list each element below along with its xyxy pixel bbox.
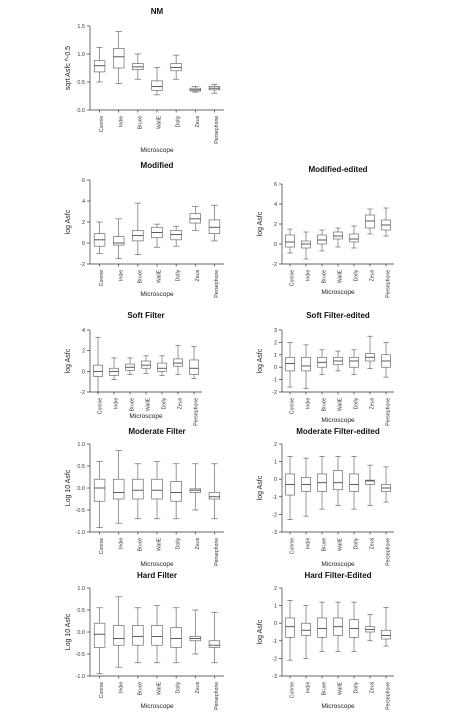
box-iqr [152,479,163,499]
box-indie [113,32,124,84]
box-connie [286,229,295,253]
x-category-label: Zeus [369,269,376,282]
box-persephone [382,208,391,236]
box-iqr [382,630,391,639]
y-tick-label: 2 [273,586,277,592]
x-category-label: WallE [337,537,344,552]
chart-panel-3 [257,165,394,298]
chart-panel-2 [65,161,224,298]
y-tick-label: 0 [273,365,277,372]
box-iqr [334,232,343,239]
x-category-label: Persephone [214,681,221,710]
box-walle [142,356,151,374]
box-walle [152,67,163,94]
y-tick-label: 0 [273,477,277,484]
box-iqr [113,479,124,499]
y-tick-label: 0 [273,242,277,248]
x-category-label: Indie [113,397,120,410]
x-category-label: WallE [156,681,163,696]
box-iqr [174,359,183,366]
box-iqr [350,357,359,367]
box-iqr [209,641,220,648]
x-category-label: Bruce [321,269,328,284]
box-zeus [190,610,201,654]
y-tick-label: 1.5 [77,24,85,30]
x-category-label: WallE [337,269,344,284]
x-category-label: Dolly [175,681,182,694]
box-connie [94,47,105,82]
box-iqr [302,623,311,635]
box-persephone [209,205,220,241]
box-iqr [132,625,143,645]
box-indie [113,451,124,524]
chart-panel-1 [65,7,224,154]
x-category-label: WallE [156,115,163,130]
x-category-label: Dolly [353,269,360,282]
box-dolly [171,608,182,663]
box-iqr [302,357,311,371]
x-axis-label: Microscope [140,561,174,568]
y-tick-label: -1.0 [75,674,85,680]
y-tick-label: 1.0 [77,442,85,448]
x-category-label: Zeus [369,397,376,410]
y-tick-label: 0 [81,241,85,247]
y-axis-label: sqrt Asfc ^-0.5 [65,45,72,91]
x-category-label: Connie [97,397,104,415]
y-axis-label: log Asfc [257,619,264,645]
x-category-label: Persephone [385,269,392,298]
y-tick-label: 1 [273,603,277,610]
y-tick-label: 1 [273,459,277,466]
box-iqr [350,474,359,492]
y-tick-label: 3 [273,328,277,334]
y-tick-label: -2 [272,512,277,519]
x-axis-label: Microscope [140,147,174,154]
y-tick-label: 2 [273,340,277,347]
box-bruce [318,230,327,251]
box-zeus [190,206,201,230]
y-tick-label: -1 [272,377,277,384]
box-zeus [366,614,375,640]
box-walle [152,224,163,247]
x-axis-label: Microscope [321,561,355,568]
box-dolly [350,602,359,651]
y-tick-label: 4 [81,199,85,205]
box-iqr [286,357,295,371]
box-iqr [94,623,105,647]
box-iqr [286,618,295,637]
box-iqr [209,220,220,234]
box-dolly [158,356,167,376]
x-category-label: Persephone [214,537,221,566]
x-category-label: Indie [305,681,312,694]
x-category-label: Connie [289,269,296,287]
x-category-label: WallE [156,537,163,552]
box-dolly [171,55,182,79]
x-category-label: Persephone [214,269,221,298]
box-iqr [132,479,143,499]
x-category-label: Bruce [137,537,144,552]
x-category-label: Dolly [161,397,168,410]
box-iqr [94,61,105,72]
box-iqr [350,234,359,242]
x-category-label: Connie [289,537,296,555]
box-iqr [142,361,151,368]
x-category-label: Indie [118,269,125,282]
chart-panel-4 [65,311,202,426]
x-category-label: Zeus [369,681,376,694]
y-tick-label: 0.5 [77,608,85,614]
x-category-label: Connie [289,681,296,699]
box-iqr [209,492,220,499]
box-connie [286,342,295,387]
x-axis-label: Microscope [129,413,163,420]
chart-title: Hard Filter [136,571,178,580]
box-persephone [209,612,220,663]
box-iqr [302,241,311,248]
y-axis-label: log Asfc [65,348,72,374]
x-category-label: Persephone [193,397,200,426]
box-dolly [171,464,182,519]
chart-title: Soft Filter [127,311,165,320]
chart-panel-6 [65,427,224,568]
y-tick-label: -1 [272,638,277,645]
chart-panel-9 [257,571,394,710]
chart-panel-7 [257,427,394,568]
y-tick-label: -3 [272,674,277,680]
box-persephone [382,467,391,502]
box-persephone [382,607,391,646]
x-category-label: Bruce [137,681,144,696]
x-category-label: Zeus [194,537,201,550]
box-connie [94,337,103,392]
x-category-label: Indie [305,269,312,282]
x-category-label: Connie [99,537,106,555]
box-bruce [126,358,135,375]
x-axis-label: Microscope [321,417,355,424]
box-indie [302,606,311,659]
y-axis-label: log Asfc [257,348,264,374]
box-walle [152,606,163,663]
y-tick-label: 4 [273,202,277,208]
box-iqr [94,365,103,376]
box-bruce [132,464,143,519]
x-axis-label: Microscope [321,289,355,296]
x-category-label: Dolly [175,115,182,128]
box-persephone [382,342,391,377]
y-tick-label: -2 [80,262,85,268]
box-dolly [350,350,359,375]
y-tick-label: 0 [81,369,85,376]
x-category-label: Persephone [385,681,392,710]
x-category-label: Persephone [214,115,221,144]
box-zeus [174,346,183,375]
chart-title: Moderate Filter [128,427,186,436]
y-tick-label: -2 [80,390,85,396]
box-iqr [113,237,124,245]
x-category-label: WallE [145,397,152,412]
x-category-label: Persephone [385,397,392,426]
x-category-label: Zeus [369,537,376,550]
box-iqr [113,625,124,645]
y-tick-label: 4 [81,328,85,334]
x-category-label: Dolly [353,681,360,694]
box-persephone [190,347,199,379]
y-tick-label: -1 [272,494,277,501]
box-iqr [152,81,163,91]
x-category-label: Persephone [385,537,392,566]
y-tick-label: -2 [272,656,277,663]
x-category-label: Connie [289,397,296,415]
box-iqr [113,48,124,68]
y-axis-label: log Asfc [257,211,264,237]
box-iqr [110,368,119,375]
y-tick-label: 2 [273,442,277,448]
x-category-label: WallE [337,681,344,696]
box-iqr [94,479,105,501]
box-bruce [318,456,327,509]
y-tick-label: 0 [273,621,277,628]
box-iqr [171,628,182,648]
box-connie [286,456,295,519]
x-category-label: Indie [118,115,125,128]
x-category-label: Indie [118,681,125,694]
y-tick-label: 1.0 [77,586,85,592]
x-category-label: Zeus [194,269,201,282]
box-indie [302,345,311,388]
x-category-label: Bruce [321,537,328,552]
x-category-label: Indie [305,397,312,410]
box-iqr [286,235,295,247]
box-connie [94,222,105,254]
box-iqr [190,214,201,223]
box-persephone [209,464,220,519]
y-tick-label: 6 [273,182,277,188]
chart-panel-5 [257,311,394,426]
box-persephone [209,84,220,93]
y-tick-label: -2 [272,390,277,396]
box-connie [94,462,105,528]
y-tick-label: -1.0 [75,530,85,536]
chart-title: Hard Filter-Edited [304,571,372,580]
x-category-label: Bruce [321,681,328,696]
box-zeus [366,209,375,234]
y-tick-label: 2 [81,220,85,226]
y-tick-label: 1 [273,352,277,359]
box-zeus [366,465,375,505]
y-tick-label: -3 [272,530,277,536]
x-category-label: Zeus [194,681,201,694]
chart-title: Modified-edited [308,165,368,174]
y-axis-label: Log 10 Asfc [65,613,72,651]
x-category-label: Indie [118,537,125,550]
box-iqr [190,360,199,374]
box-iqr [334,470,343,489]
chart-panel-8 [65,571,224,710]
box-walle [334,456,343,505]
box-zeus [190,86,201,92]
y-tick-label: -0.5 [75,508,85,514]
chart-title: Modified [140,161,174,170]
y-tick-label: 1.0 [77,52,85,58]
x-category-label: Zeus [194,115,201,128]
box-walle [334,351,343,371]
x-category-label: Bruce [321,397,328,412]
box-bruce [132,54,143,79]
box-walle [152,462,163,519]
box-indie [302,458,311,516]
x-category-label: Connie [99,115,106,133]
box-walle [334,602,343,651]
box-bruce [132,203,143,254]
x-category-label: WallE [156,269,163,284]
y-tick-label: 0.0 [77,630,85,636]
x-category-label: Indie [305,537,312,550]
box-connie [286,600,295,660]
y-axis-label: Log 10 Asfc [65,469,72,507]
chart-title: NM [150,7,164,16]
box-iqr [171,481,182,501]
box-indie [302,232,311,259]
box-dolly [350,226,359,248]
box-iqr [318,235,327,244]
x-category-label: Dolly [175,269,182,282]
x-category-label: Bruce [137,115,144,130]
box-zeus [366,336,375,368]
box-dolly [350,456,359,509]
y-tick-label: 6 [81,178,85,184]
box-bruce [318,602,327,651]
box-iqr [318,618,327,637]
box-iqr [152,625,163,645]
box-indie [113,219,124,259]
box-connie [94,608,105,674]
box-iqr [190,489,201,493]
y-tick-label: -2 [272,262,277,268]
y-tick-label: 0.5 [77,80,85,86]
x-category-label: Bruce [137,269,144,284]
y-tick-label: -0.5 [75,652,85,658]
box-iqr [171,230,182,239]
y-tick-label: 0.5 [77,464,85,470]
x-axis-label: Microscope [140,291,174,298]
x-category-label: Dolly [353,537,360,550]
chart-title: Soft Filter-edited [306,311,370,320]
x-category-label: WallE [337,397,344,412]
chart-title: Moderate Filter-edited [296,427,380,436]
x-axis-label: Microscope [140,703,174,710]
x-category-label: Dolly [175,537,182,550]
x-category-label: Dolly [353,397,360,410]
y-axis-label: log Asfc [65,209,72,235]
box-iqr [158,363,167,371]
x-category-label: Bruce [129,397,136,412]
x-category-label: Connie [99,269,106,287]
x-category-label: Zeus [177,397,184,410]
box-indie [110,358,119,380]
box-zeus [190,464,201,510]
y-tick-label: 2 [273,222,277,228]
y-tick-label: 0.0 [77,486,85,492]
box-bruce [132,608,143,663]
box-bruce [318,350,327,375]
y-axis-label: log Asfc [257,475,264,501]
x-axis-label: Microscope [321,703,355,710]
x-category-label: Connie [99,681,106,699]
box-walle [334,228,343,247]
box-iqr [366,215,375,228]
y-tick-label: 0.0 [77,108,85,114]
box-indie [113,597,124,667]
y-tick-label: 2 [81,348,85,355]
box-dolly [171,226,182,246]
